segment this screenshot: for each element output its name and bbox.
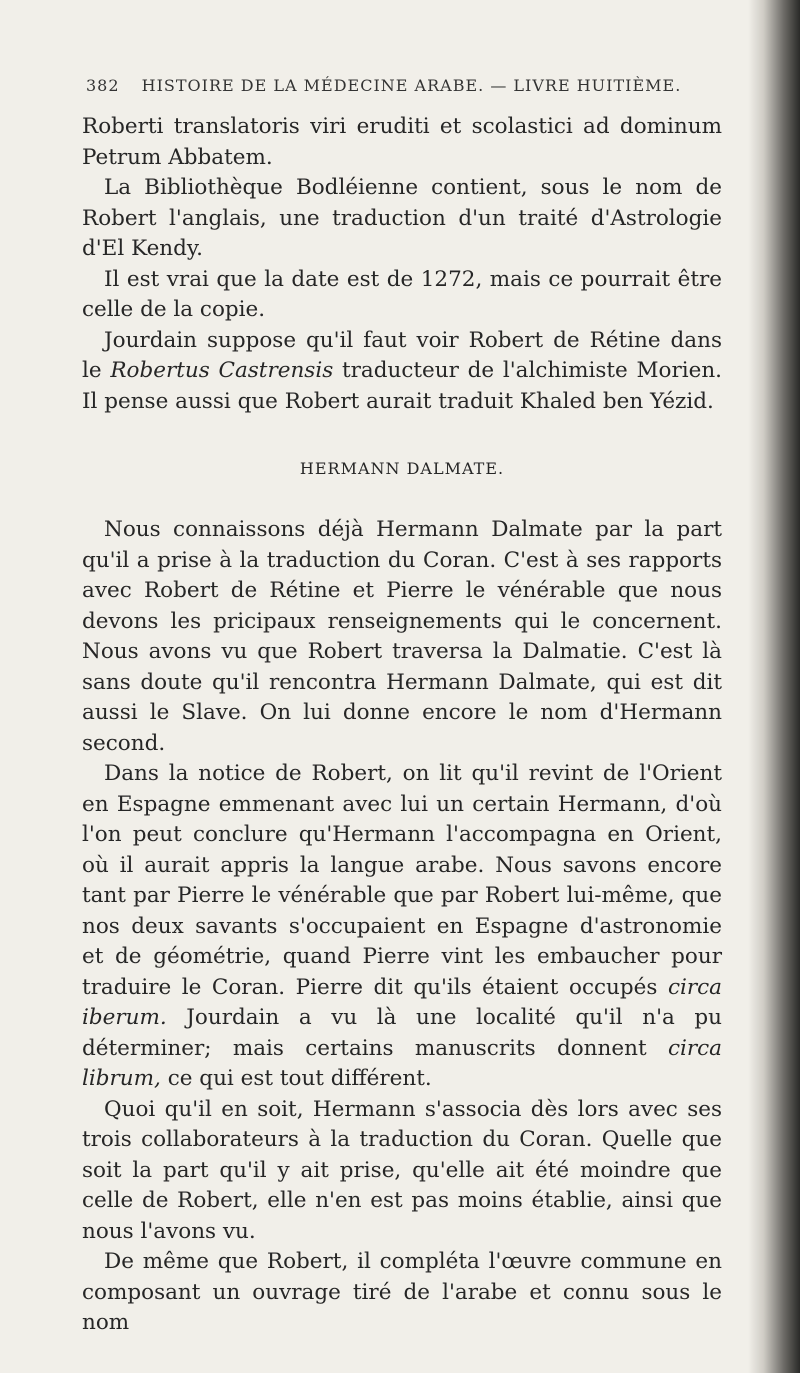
paragraph-4-after: traducteur de l'alchimiste Morien. Il pense aussi que Robert aurait traduit Khaled ben Yézid. xyxy=(82,358,723,414)
paragraph-1: Roberti translatoris viri eruditi et scolastici ad dominum Petrum Abbatem. xyxy=(82,114,722,170)
paragraph-3: Il est vrai que la date est de 1272, mais ce pourrait être celle de la copie. xyxy=(82,266,722,322)
page-number: 382 xyxy=(86,76,120,95)
running-title: HISTOIRE DE LA MÉDECINE ARABE. — LIVRE HUITIÈME. xyxy=(141,76,682,95)
page-edge-shadow xyxy=(748,0,800,1373)
paragraph-4-italic: Robertus Castrensis xyxy=(110,358,334,383)
running-head xyxy=(86,76,726,95)
section-paragraph-2-italic-1: circa iberum. xyxy=(82,974,722,1030)
section-paragraph-2-italic-2: circa librum, xyxy=(82,1035,722,1091)
body-text xyxy=(82,112,722,1339)
paragraph-4 xyxy=(82,326,722,418)
section-paragraph-2-after: ce qui est tout différent. xyxy=(160,1066,432,1091)
paragraph-2: La Bibliothèque Bodléienne contient, sous le nom de Robert l'anglais, une traduction d'un traité d'Astrologie d'El Kendy. xyxy=(82,175,722,261)
section-paragraph-3: Quoi qu'il en soit, Hermann s'associa dès lors avec ses trois collaborateurs à la traduction du Coran. Quelle que soit la part qu'il y ait prise, qu'elle ait été moindre que celle de Robert, elle n'en est pas moins établie, ainsi que nous l'avons vu. xyxy=(82,1096,722,1244)
paragraph-4-before: Jourdain suppose qu'il faut voir Robert de Rétine dans le xyxy=(82,327,722,383)
section-paragraph-4: De même que Robert, il compléta l'œuvre commune en composant un ouvrage tiré de l'arabe et connu sous le nom xyxy=(82,1249,722,1335)
section-paragraph-2-before: Dans la notice de Robert, on lit qu'il revint de l'Orient en Espagne emmenant avec lui un certain Hermann, d'où l'on peut conclure qu'Hermann l'accompagna en Orient, où il aurait appris la langue arabe. Nous savons encore tant par Pierre le vénérable que par Robert lui-même, que nos deux savants s'occupaient en Espagne d'astronomie et de géométrie, quand Pierre vint les embaucher pour traduire le Coran. Pierre dit qu'ils étaient occupés xyxy=(82,761,722,1000)
section-paragraph-2-middle: Jourdain a vu là une localité qu'il n'a pu déterminer; mais certains manuscrits donnent xyxy=(82,1005,722,1061)
section-paragraph-2 xyxy=(82,759,722,1095)
section-title: HERMANN DALMATE. xyxy=(299,459,505,478)
section-paragraph-1: Nous connaissons déjà Hermann Dalmate par la part qu'il a prise à la traduction du Coran. C'est à ses rapports avec Robert de Rétine et Pierre le vénérable que nous devons les pricipaux renseignements qui le concernent. Nous avons vu que Robert traversa la Dalmatie. C'est là sans doute qu'il rencontra Hermann Dalmate, qui est dit aussi le Slave. On lui donne encore le nom d'Hermann second. xyxy=(82,517,722,756)
